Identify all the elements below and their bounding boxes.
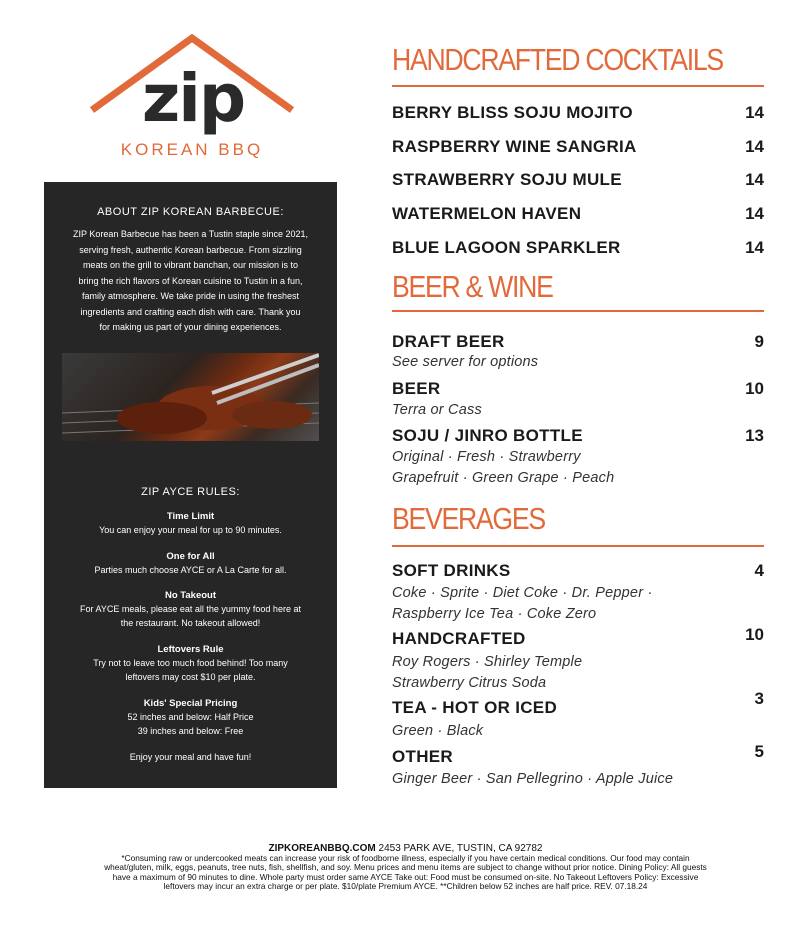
menu-item-name: HANDCRAFTED <box>392 629 526 648</box>
about-line: serving fresh, authentic Korean barbecue. From sizzling <box>79 244 302 255</box>
menu-item-name: BLUE LAGOON SPARKLER <box>392 238 621 257</box>
menu-item-desc: See server for options <box>392 354 539 370</box>
menu-item-price: 10 <box>745 625 764 644</box>
section-divider <box>392 310 764 312</box>
rule-text <box>58 710 323 738</box>
menu-item-name: BEER <box>392 379 441 398</box>
menu-item-price: 14 <box>745 238 764 257</box>
menu-item-price: 14 <box>745 170 764 189</box>
menu-item-name: DRAFT BEER <box>392 332 505 351</box>
menu-item-price: 14 <box>745 103 764 122</box>
menu-item-price: 14 <box>745 137 764 156</box>
about-panel <box>44 182 337 788</box>
rule-text <box>58 656 323 684</box>
menu-item-price: 14 <box>745 204 764 223</box>
logo-wordmark: zip <box>141 60 245 137</box>
menu-item-desc: Coke · Sprite · Diet Coke · Dr. Pepper · <box>392 585 653 601</box>
menu-item-desc: Original · Fresh · Strawberry <box>392 449 581 465</box>
menu-item-desc: Grapefruit · Green Grape · Peach <box>392 470 615 486</box>
about-line: bring the rich flavors of Korean cuisine to Tustin in a fun, <box>78 275 303 286</box>
rule-line: Try not to leave too much food behind! Too many <box>93 658 288 668</box>
rule-line: 52 inches and below: Half Price <box>127 712 254 722</box>
section-divider <box>392 545 764 547</box>
menu-item-price: 9 <box>754 332 764 351</box>
menu-item-name: BERRY BLISS SOJU MOJITO <box>392 103 633 122</box>
menu-item-desc: Ginger Beer · San Pellegrino · Apple Juice <box>392 771 674 787</box>
rule-line: 39 inches and below: Free <box>137 726 244 736</box>
menu-item-desc: Roy Rogers · Shirley Temple <box>392 654 583 670</box>
menu-item-desc: Green · Black <box>392 723 484 739</box>
grill-tongs-image <box>62 353 319 441</box>
menu-item-price: 4 <box>754 561 764 580</box>
footer-disclaimer: have a maximum of 90 minutes to dine. Whole party must order same AYCE Take out: Food must be consumed on-site. No Takeout Leftovers Policy: Excessive <box>112 871 699 882</box>
rule-title: No Takeout <box>164 590 217 601</box>
menu-item-desc: Raspberry Ice Tea · Coke Zero <box>392 606 597 622</box>
footer-disclaimer: *Consuming raw or undercooked meats can increase your risk of foodborne illness, especially if you have certain medical conditions. Our food may contain <box>121 852 690 863</box>
about-text <box>58 227 323 336</box>
rule-title: Leftovers Rule <box>157 644 224 655</box>
rules-heading: ZIP AYCE RULES: <box>141 486 240 498</box>
website-link[interactable]: ZIPKOREANBBQ.COM <box>268 843 376 854</box>
beverages-title: BEVERAGES <box>392 501 545 536</box>
cocktails-title: HANDCRAFTED COCKTAILS <box>392 42 723 77</box>
menu-item-name: TEA - HOT OR ICED <box>392 698 558 717</box>
menu-item-price: 10 <box>745 379 764 398</box>
menu-item-desc: Terra or Cass <box>392 402 482 418</box>
rule-text: Parties much choose AYCE or A La Carte for all. <box>94 565 287 575</box>
menu-item-name: OTHER <box>392 747 453 766</box>
restaurant-logo <box>90 34 294 164</box>
footer <box>40 844 771 892</box>
rule-title: Kids' Special Pricing <box>143 698 238 709</box>
menu-item-name: SOJU / JINRO BOTTLE <box>392 426 583 445</box>
rule-text <box>58 602 323 630</box>
section-divider <box>392 85 764 87</box>
menu-item-name: WATERMELON HAVEN <box>392 204 582 223</box>
menu-item-name: RASPBERRY WINE SANGRIA <box>392 137 637 156</box>
rule-line: the restaurant. No takeout allowed! <box>120 618 261 628</box>
address: 2453 PARK AVE, TUSTIN, CA 92782 <box>375 843 543 854</box>
about-line: meats on the grill to vibrant banchan, our mission is to <box>82 260 299 270</box>
about-line: family atmosphere. We take pride in using the freshest <box>82 291 299 301</box>
about-line: for making us part of your dining experiences. <box>99 322 282 332</box>
about-heading: ABOUT ZIP KOREAN BARBECUE: <box>97 206 284 218</box>
rule-line: For AYCE meals, please eat all the yummy food here at <box>80 604 301 614</box>
footer-disclaimer: wheat/gluten, milk, eggs, peanuts, tree nuts, fish, shellfish, and soy. Menu prices and menu items are subject to change without prior notice. Dining Policy: All guests <box>104 862 707 873</box>
menu-item-price: 5 <box>754 742 764 761</box>
about-line: ZIP Korean Barbecue has been a Tustin staple since 2021, <box>73 229 308 239</box>
menu-item-name: SOFT DRINKS <box>392 561 511 580</box>
logo-subtitle: KOREAN BBQ <box>120 140 264 159</box>
bbq-photo <box>62 353 319 441</box>
menu-item-desc: Strawberry Citrus Soda <box>392 675 547 691</box>
rule-line: leftovers may cost $10 per plate. <box>125 672 256 682</box>
menu-item-name: STRAWBERRY SOJU MULE <box>392 170 622 189</box>
footer-disclaimer: leftovers may incur an extra charge or per plate. $10/plate Premium AYCE. **Children below 52 inches are half price. REV. 07.18.24 <box>163 881 648 892</box>
rule-title: Time Limit <box>166 511 215 522</box>
beer-wine-title: BEER & WINE <box>392 269 553 304</box>
about-line: ingredients and crafting each dish with care. Thank you <box>80 306 301 317</box>
rule-text: You can enjoy your meal for up to 90 minutes. <box>99 525 282 535</box>
rule-title: One for All <box>166 551 215 562</box>
menu-item-price: 13 <box>745 426 764 445</box>
rules-closing: Enjoy your meal and have fun! <box>129 752 252 762</box>
menu-item-price: 3 <box>754 689 764 708</box>
